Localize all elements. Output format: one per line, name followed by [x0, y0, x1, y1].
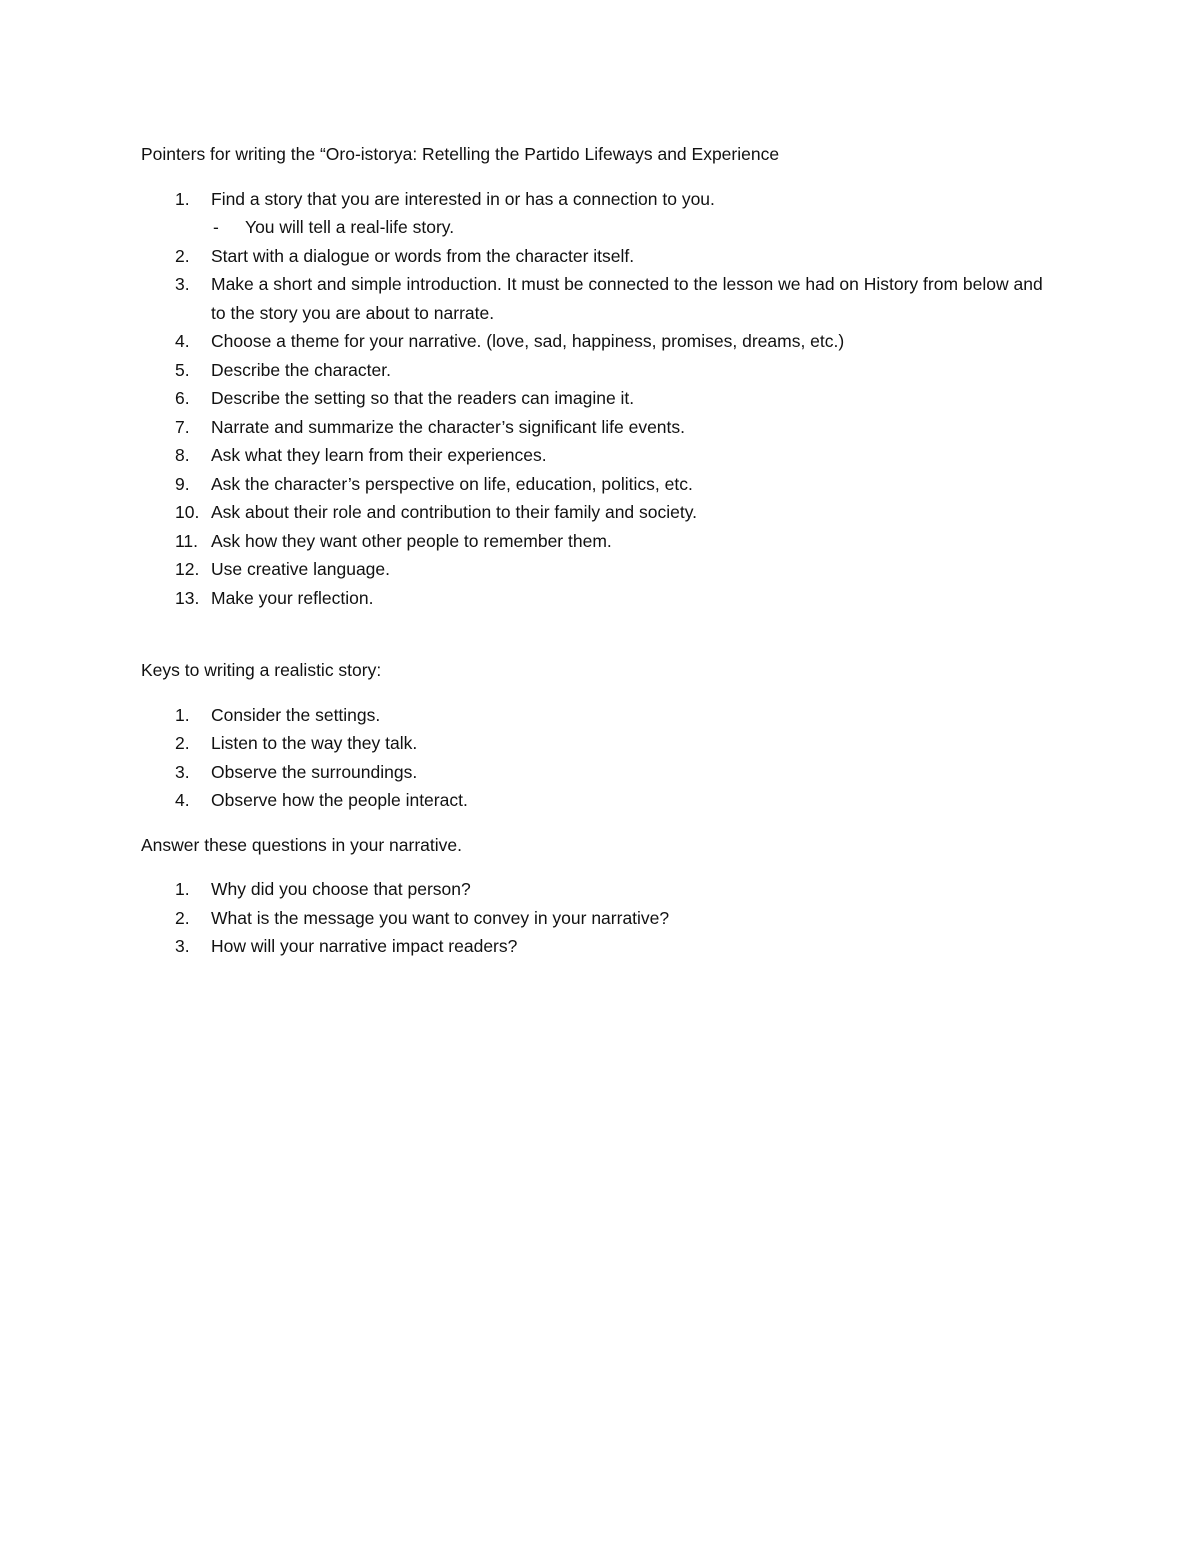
list-number: 7. [175, 416, 190, 437]
list-item [141, 555, 1061, 584]
list-number: 2. [175, 907, 190, 928]
list-item-text: Ask about their role and contribution to their family and society. [211, 502, 698, 522]
list-item-text: Why did you choose that person? [211, 879, 471, 899]
list-number: 3. [175, 761, 190, 782]
list-item-text: Describe the character. [211, 359, 391, 380]
list-item [141, 498, 1061, 527]
questions-list [141, 875, 1061, 961]
list-item-text: Describe the setting so that the readers can imagine it. [211, 388, 635, 408]
list-item-text: Ask what they learn from their experiences. [211, 445, 547, 465]
list-number: 3. [175, 936, 190, 956]
document-body [141, 140, 1061, 961]
sub-list-item [141, 213, 1061, 242]
list-item-text: What is the message you want to convey in your narrative? [211, 907, 670, 928]
list-number: 13. [175, 587, 200, 608]
list-number: 9. [175, 473, 190, 494]
list-item-text: Use creative language. [211, 559, 390, 579]
list-item [141, 270, 1061, 327]
list-item [141, 441, 1061, 470]
list-number: 1. [175, 879, 190, 899]
list-number: 2. [175, 733, 190, 753]
list-item-text: Observe how the people interact. [211, 790, 468, 810]
list-item-text: Observe the surroundings. [211, 761, 418, 782]
list-item [141, 327, 1061, 356]
dash-bullet: - [213, 217, 219, 237]
list-item [141, 904, 1061, 933]
list-item [141, 729, 1061, 758]
section-heading-questions: Answer these questions in your narrative. [141, 834, 462, 855]
list-item-text: Ask how they want other people to remember them. [211, 530, 612, 551]
list-item-text: Make a short and simple introduction. It must be connected to the lesson we had on History from below and to the story you are about to narrate. [211, 274, 1043, 323]
list-number: 3. [175, 274, 190, 294]
list-number: 6. [175, 388, 190, 408]
spacer [141, 612, 1061, 656]
list-item-text: Consider the settings. [211, 704, 381, 725]
list-item [141, 932, 1061, 961]
list-number: 10. [175, 502, 200, 522]
list-item [141, 786, 1061, 815]
list-number: 12. [175, 559, 200, 579]
list-number: 2. [175, 245, 190, 266]
pointers-list [141, 185, 1061, 613]
list-item [141, 875, 1061, 904]
list-item [141, 527, 1061, 556]
list-number: 4. [175, 790, 190, 810]
list-item [141, 384, 1061, 413]
list-number: 8. [175, 445, 190, 465]
list-item-text: Narrate and summarize the character’s significant life events. [211, 416, 686, 437]
list-number: 4. [175, 331, 190, 351]
list-item-text: Find a story that you are interested in or has a connection to you. [211, 188, 715, 209]
list-item-text: Start with a dialogue or words from the character itself. [211, 245, 635, 266]
keys-list [141, 701, 1061, 815]
list-item-text: How will your narrative impact readers? [211, 936, 518, 956]
list-item [141, 701, 1061, 730]
spacer [141, 815, 1061, 831]
list-item-text: Make your reflection. [211, 587, 374, 608]
list-item [141, 356, 1061, 385]
list-number: 1. [175, 704, 190, 725]
list-item-text: Listen to the way they talk. [211, 733, 418, 753]
section-heading-keys: Keys to writing a realistic story: [141, 660, 382, 680]
list-number: 1. [175, 188, 190, 209]
list-item [141, 470, 1061, 499]
sub-list-item-text: You will tell a real-life story. [245, 217, 455, 237]
list-item [141, 185, 1061, 214]
list-item [141, 413, 1061, 442]
list-item [141, 584, 1061, 613]
list-item-text: Choose a theme for your narrative. (love, sad, happiness, promises, dreams, etc.) [211, 331, 845, 351]
list-number: 5. [175, 359, 190, 380]
list-number: 11. [175, 530, 199, 551]
list-item [141, 758, 1061, 787]
list-item [141, 242, 1061, 271]
list-item-text: Ask the character’s perspective on life, education, politics, etc. [211, 473, 693, 494]
section-heading-pointers: Pointers for writing the “Oro-istorya: Retelling the Partido Lifeways and Experience [141, 144, 780, 164]
